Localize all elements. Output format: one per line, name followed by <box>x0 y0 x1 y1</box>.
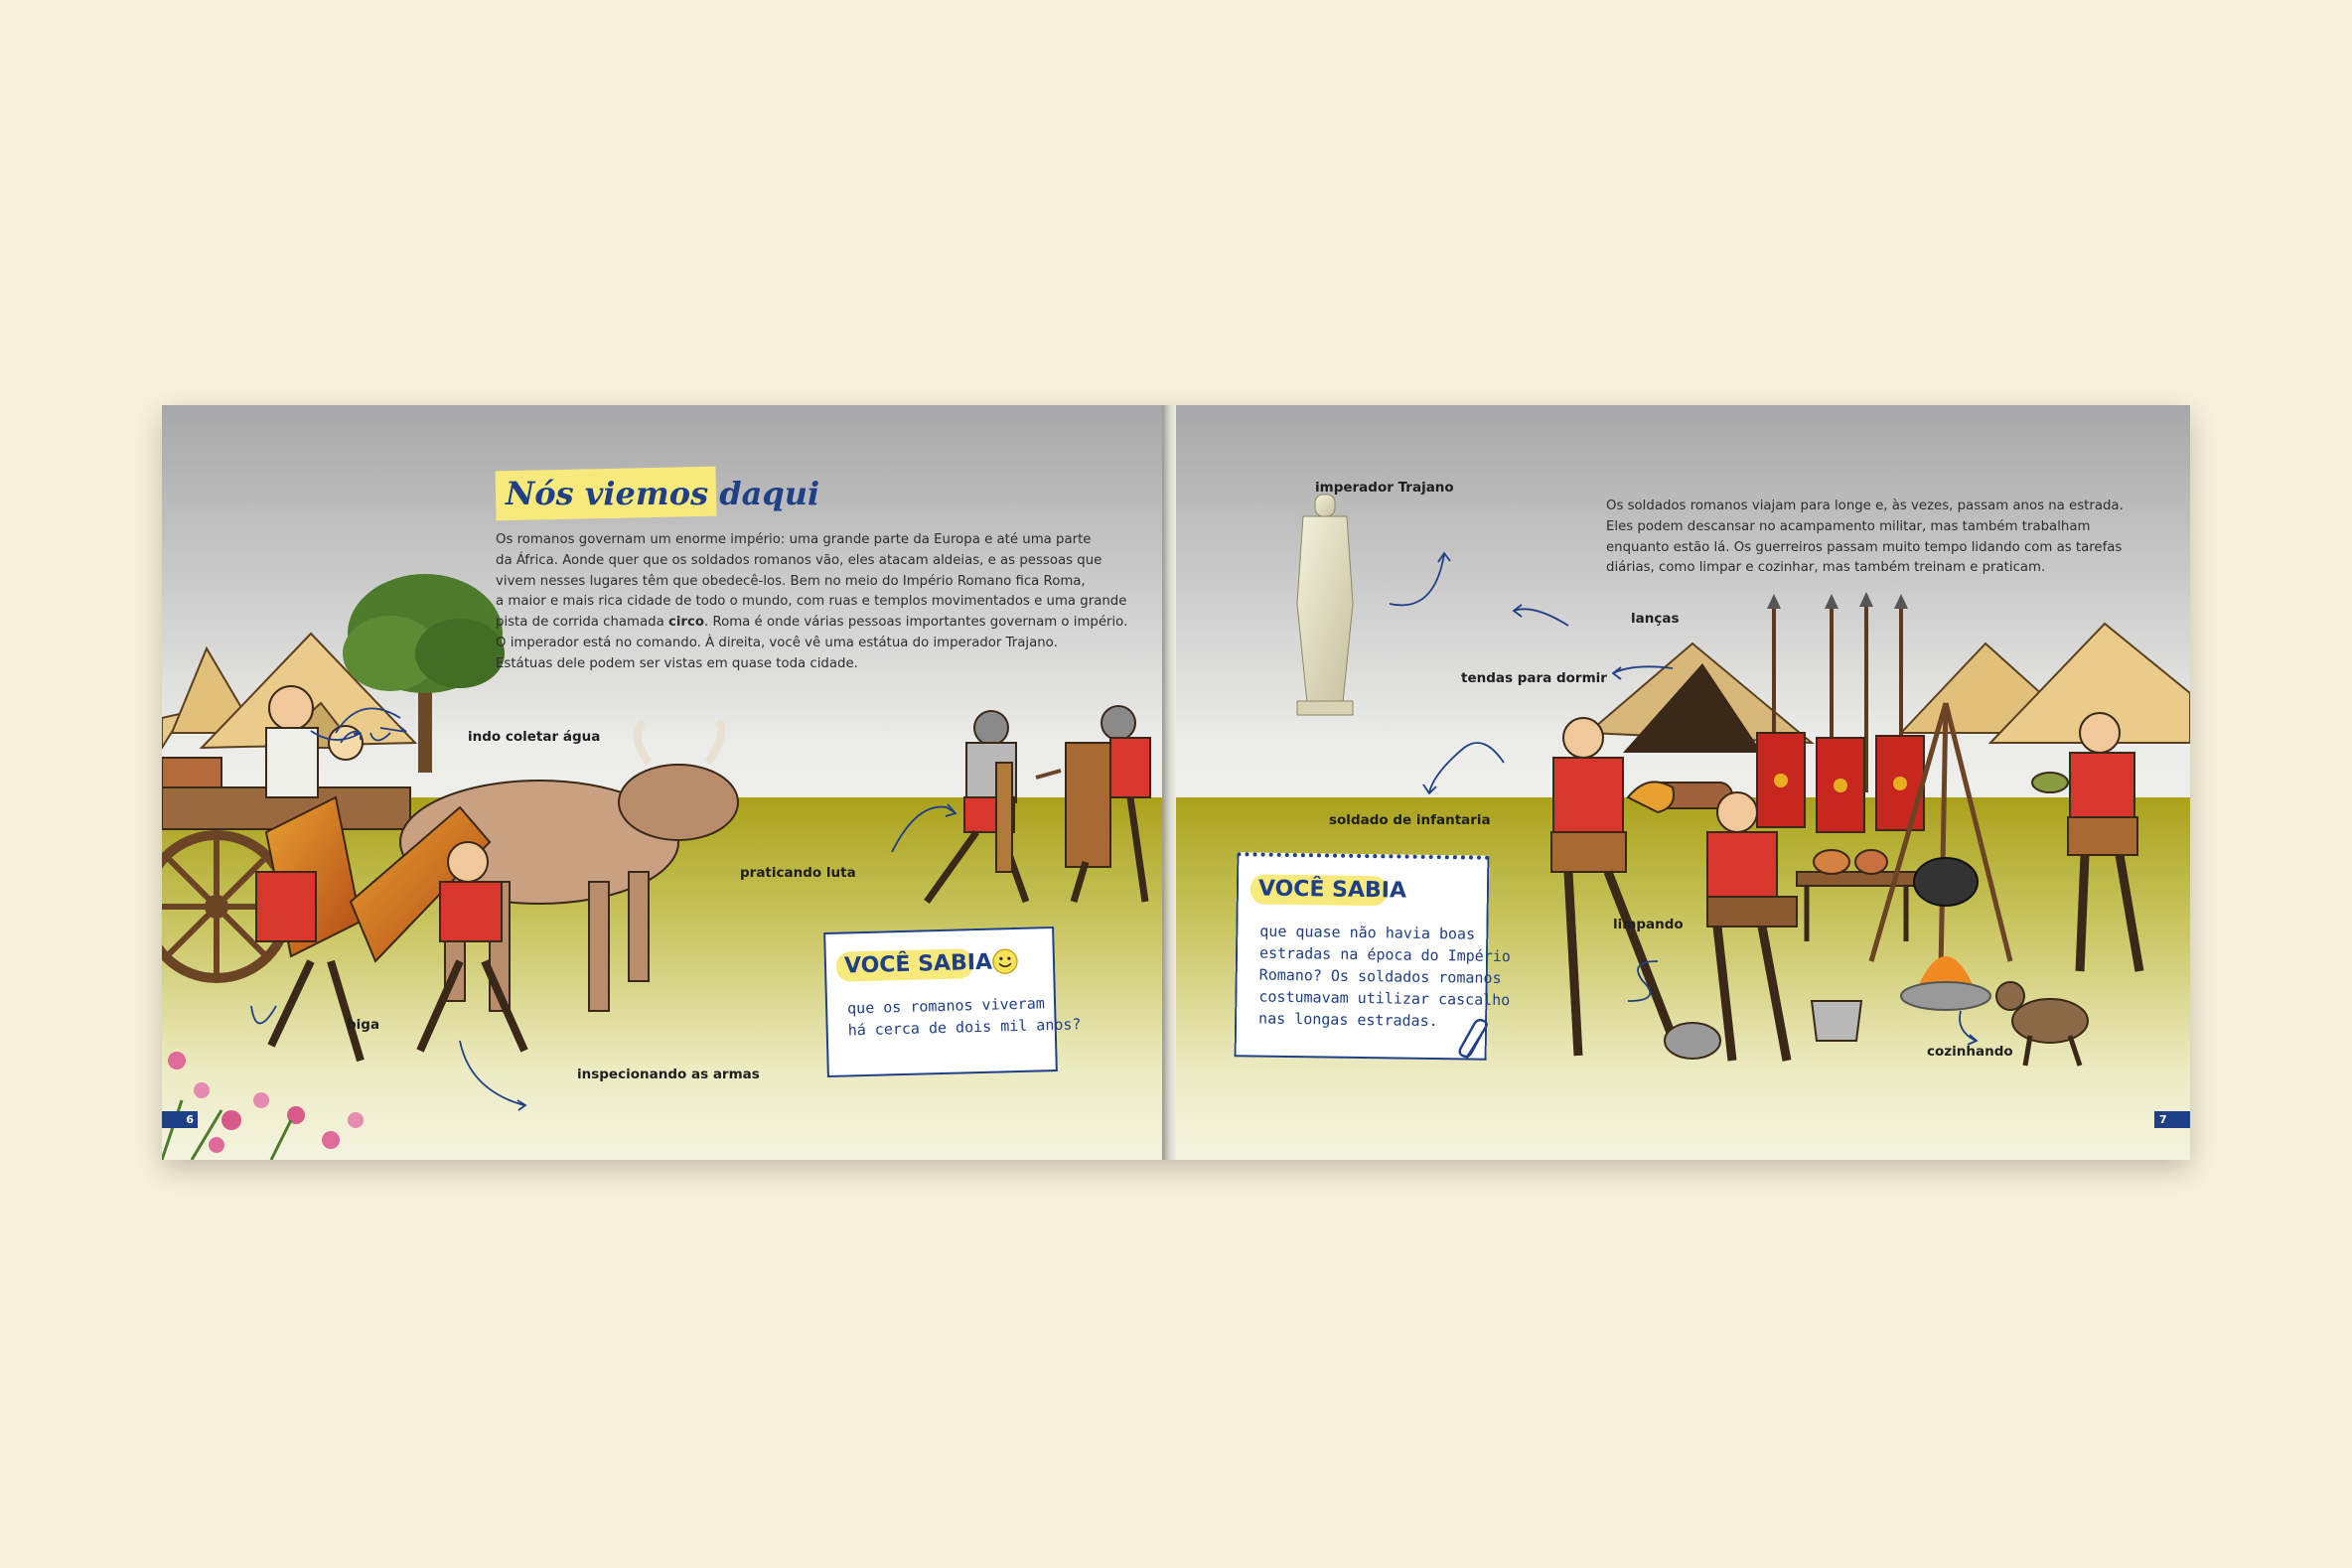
camp-line: Os soldados romanos viajam para longe e, às vezes, passam anos na estrada. <box>1606 499 2124 513</box>
smiley-icon <box>991 947 1020 976</box>
intro-line: da África. Aonde quer que os soldados romanos vão, eles atacam aldeias, e as pessoas que <box>496 552 1102 568</box>
label-water: indo coletar água <box>468 729 601 745</box>
intro-line: a maior e mais rica cidade de todo o mundo, com ruas e templos movimentados e uma grande <box>496 594 1127 610</box>
note-line: que os romanos viveram <box>846 994 1045 1018</box>
page-title: Nós viemos daqui <box>506 475 820 512</box>
label-spears: lanças <box>1631 611 1680 627</box>
note-body <box>1258 921 1511 1034</box>
camp-paragraph <box>1606 497 2124 579</box>
page-number-left: 6 <box>162 1111 198 1128</box>
note-line: nas longas estradas. <box>1257 1009 1438 1031</box>
note-line: que quase não havia boas <box>1259 922 1476 943</box>
camp-line: Eles podem descansar no acampamento militar, mas também trabalham <box>1606 518 2091 534</box>
label-infantry: soldado de infantaria <box>1329 812 1491 828</box>
bold-term: circo <box>667 615 704 631</box>
intro-paragraph <box>496 530 1127 675</box>
left-page <box>162 405 1162 1160</box>
label-fighting: praticando luta <box>740 865 856 881</box>
intro-line: Os romanos governam um enorme império: uma grande parte da Europa e até uma parte <box>496 532 1092 547</box>
note-line: costumavam utilizar cascalho <box>1258 987 1511 1010</box>
camp-line: diárias, como limpar e cozinhar, mas também treinam e praticam. <box>1606 560 2046 576</box>
note-heading: VOCÊ SABIA <box>1257 876 1407 904</box>
note-body <box>847 991 1082 1041</box>
note-line: estradas na época do Império <box>1258 943 1512 966</box>
camp-line: enquanto estão lá. Os guerreiros passam muito tempo lidando com as tarefas <box>1606 539 2123 555</box>
label-weapons: inspecionando as armas <box>577 1067 760 1082</box>
page-number-right: 7 <box>2154 1111 2190 1128</box>
note-line: há cerca de dois mil anos? <box>847 1015 1082 1040</box>
did-you-know-note <box>1235 852 1512 1061</box>
label-cooking: cozinhando <box>1927 1044 2013 1060</box>
label-emperor: imperador Trajano <box>1315 480 1454 496</box>
paperclip-icon <box>1457 1018 1492 1062</box>
note-heading: VOCÊ SABIA <box>843 949 993 979</box>
label-tents: tendas para dormir <box>1461 670 1607 686</box>
intro-line: Estátuas dele podem ser vistas em quase toda cidade. <box>496 655 858 671</box>
label-cleaning: limpando <box>1613 917 1684 932</box>
intro-line: vivem nesses lugares têm que obedecê-los. Bem no meio do Império Romano fica Roma, <box>496 573 1086 589</box>
intro-line: pista de corrida chamada circo. Roma é onde várias pessoas importantes governam o império. <box>496 615 1128 631</box>
label-chariot: biga <box>347 1017 380 1033</box>
book-spread <box>162 405 2190 1160</box>
book-gutter <box>1162 405 1176 1160</box>
right-page <box>1176 405 2190 1160</box>
did-you-know-note <box>823 927 1082 1077</box>
note-line: Romano? Os soldados romanos <box>1258 965 1502 987</box>
intro-line: O imperador está no comando. À direita, você vê uma estátua do imperador Trajano. <box>496 635 1058 650</box>
